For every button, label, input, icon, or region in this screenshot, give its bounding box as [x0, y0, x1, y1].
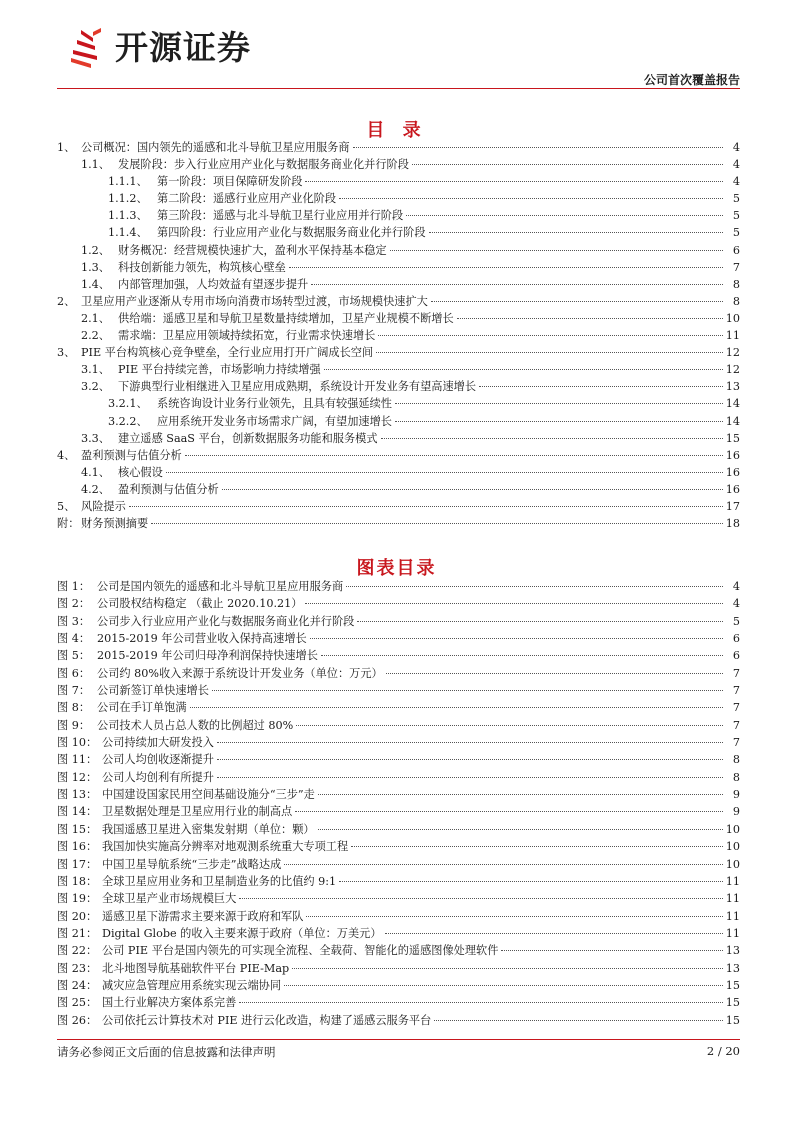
- figure-entry[interactable]: [57, 682, 740, 699]
- figure-entry[interactable]: [57, 856, 740, 873]
- entry-text: 2015-2019 年公司营业收入保持高速增长: [97, 632, 307, 646]
- entry-text: 2015-2019 年公司归母净利润保持快速增长: [97, 649, 318, 663]
- entry-text: 第一阶段：项目保障研发阶段: [157, 175, 303, 189]
- entry-text: 系统咨询设计业务行业领先，且具有较强延续性: [157, 397, 392, 411]
- entry-number: 图 23：: [57, 961, 98, 975]
- leader-dots: [212, 690, 723, 691]
- figure-entry[interactable]: [57, 647, 740, 664]
- entry-number: 3.2.1、: [108, 397, 148, 411]
- figure-entry[interactable]: [57, 734, 740, 751]
- toc-entry[interactable]: [57, 498, 740, 515]
- leader-dots: [339, 198, 723, 199]
- entry-page: 4: [732, 158, 740, 172]
- leader-dots: [431, 301, 723, 302]
- entry-text: 建立遥感 SaaS 平台，创新数据服务功能和服务模式: [118, 431, 378, 445]
- entry-number: 1.1.2、: [108, 192, 148, 206]
- entry-number: 图 14：: [57, 805, 98, 819]
- leader-dots: [501, 950, 722, 951]
- leader-dots: [217, 759, 723, 760]
- leader-dots: [406, 215, 723, 216]
- entry-page: 7: [732, 718, 740, 732]
- entry-page: 12: [725, 363, 740, 377]
- footer-divider: [57, 1039, 740, 1040]
- entry-page: 6: [732, 632, 740, 646]
- toc-entry[interactable]: [57, 173, 740, 190]
- entry-text: 第四阶段：行业应用产业化与数据服务商业化并行阶段: [157, 226, 426, 240]
- figure-entry[interactable]: [57, 838, 740, 855]
- leader-dots: [395, 403, 723, 404]
- entry-page: 17: [725, 499, 740, 513]
- entry-text: 公司人均创收逐渐提升: [102, 753, 214, 767]
- toc-entry[interactable]: [57, 276, 740, 293]
- entry-number: 图 16：: [57, 840, 98, 854]
- entry-text: 国土行业解决方案体系完善: [102, 996, 237, 1010]
- entry-page: 16: [725, 465, 740, 479]
- toc-entry[interactable]: [57, 430, 740, 447]
- page-header: [57, 22, 740, 88]
- entry-page: 8: [732, 277, 740, 291]
- entry-number: 图 21：: [57, 926, 98, 940]
- leader-dots: [353, 147, 723, 148]
- entry-text: 公司概况：国内领先的遥感和北斗导航卫星应用服务商: [81, 141, 350, 154]
- entry-number: 1.3、: [81, 260, 110, 274]
- entry-number: 图 26：: [57, 1013, 98, 1027]
- figure-entry[interactable]: [57, 942, 740, 959]
- entry-page: 10: [725, 822, 740, 836]
- toc-entry[interactable]: [57, 259, 740, 276]
- entry-text: 公司新签订单快速增长: [97, 684, 209, 698]
- figure-entry[interactable]: [57, 821, 740, 838]
- leader-dots: [318, 829, 723, 830]
- leader-dots: [284, 985, 723, 986]
- leader-dots: [390, 250, 723, 251]
- entry-text: 公司是国内领先的遥感和北斗导航卫星应用服务商: [97, 580, 344, 593]
- entry-text: 第三阶段：遥感与北斗导航卫星行业应用并行阶段: [157, 209, 404, 223]
- entry-number: 附：: [57, 517, 80, 531]
- leader-dots: [284, 864, 722, 865]
- entry-page: 14: [725, 397, 740, 411]
- entry-number: 图 15：: [57, 822, 98, 836]
- entry-number: 1.4、: [81, 277, 110, 291]
- leader-dots: [385, 933, 723, 934]
- entry-page: 6: [732, 243, 740, 257]
- figure-entry[interactable]: [57, 925, 740, 942]
- report-type-label: 公司首次覆盖报告: [643, 73, 740, 87]
- entry-text: 发展阶段：步入行业应用产业化与数据服务商业化并行阶段: [118, 158, 409, 172]
- entry-page: 14: [725, 414, 740, 428]
- footer-disclaimer: 请务必参阅正文后面的信息披露和法律声明: [57, 1045, 276, 1059]
- entry-number: 5、: [57, 499, 76, 513]
- leader-dots: [239, 898, 722, 899]
- entry-number: 4、: [57, 448, 76, 462]
- entry-text: 公司约 80%收入来源于系统设计开发业务（单位：万元）: [97, 666, 383, 680]
- toc-entry[interactable]: [57, 293, 740, 310]
- leader-dots: [185, 455, 723, 456]
- entry-page: 16: [725, 482, 740, 496]
- entry-number: 图 12：: [57, 770, 98, 784]
- entry-page: 11: [725, 892, 740, 906]
- toc-entry[interactable]: [57, 224, 740, 241]
- leader-dots: [434, 1020, 722, 1021]
- entry-page: 9: [732, 805, 740, 819]
- entry-number: 1、: [57, 141, 76, 154]
- toc-entry[interactable]: [57, 207, 740, 224]
- leader-dots: [318, 794, 723, 795]
- leader-dots: [289, 267, 723, 268]
- entry-page: 10: [725, 840, 740, 854]
- entry-text: 科技创新能力领先，构筑核心壁垒: [118, 260, 286, 274]
- leader-dots: [311, 284, 723, 285]
- entry-number: 图 24：: [57, 978, 98, 992]
- entry-text: 公司步入行业应用产业化与数据服务商业化并行阶段: [97, 614, 355, 628]
- entry-page: 13: [725, 961, 740, 975]
- leader-dots: [310, 638, 723, 639]
- entry-page: 16: [725, 448, 740, 462]
- entry-text: 下游典型行业相继进入卫星应用成熟期，系统设计开发业务有望高速增长: [118, 380, 477, 394]
- toc-entry[interactable]: [57, 344, 740, 361]
- figure-entry[interactable]: [57, 890, 740, 907]
- entry-text: 中国建设国家民用空间基础设施分“三步”走: [102, 788, 315, 802]
- figure-entry[interactable]: [57, 613, 740, 630]
- entry-number: 图 4：: [57, 632, 91, 646]
- entry-number: 图 2：: [57, 597, 91, 611]
- entry-page: 5: [732, 192, 740, 206]
- figure-entry[interactable]: [57, 717, 740, 734]
- toc-title: 目 录: [366, 120, 427, 141]
- logo-mark-icon: [67, 28, 107, 68]
- entry-text: 公司持续加大研发投入: [102, 736, 214, 750]
- entry-text: 全球卫星产业市场规模巨大: [102, 892, 237, 906]
- figure-entry[interactable]: [57, 908, 740, 925]
- entry-text: 全球卫星应用业务和卫星制造业务的比值约 9:1: [102, 874, 337, 888]
- entry-page: 15: [725, 1013, 740, 1027]
- toc-entry[interactable]: [57, 447, 740, 464]
- leader-dots: [378, 335, 722, 336]
- entry-number: 图 5：: [57, 649, 91, 663]
- entry-page: 18: [725, 517, 740, 531]
- leader-dots: [292, 968, 723, 969]
- entry-number: 3.2.2、: [108, 414, 148, 428]
- entry-number: 4.2、: [81, 482, 110, 496]
- entry-text: 应用系统开发业务市场需求广阔，有望加速增长: [157, 414, 392, 428]
- entry-number: 图 19：: [57, 892, 98, 906]
- entry-number: 图 13：: [57, 788, 98, 802]
- leader-dots: [295, 811, 723, 812]
- entry-text: 公司在手订单饱满: [97, 701, 187, 715]
- entry-number: 图 20：: [57, 909, 98, 923]
- toc-entry[interactable]: [57, 242, 740, 259]
- entry-page: 11: [725, 329, 740, 343]
- figure-entry[interactable]: [57, 699, 740, 716]
- entry-number: 1.1.4、: [108, 226, 148, 240]
- entry-page: 7: [732, 260, 740, 274]
- leader-dots: [479, 386, 723, 387]
- entry-page: 8: [732, 753, 740, 767]
- entry-page: 9: [732, 788, 740, 802]
- leader-dots: [429, 232, 723, 233]
- entry-number: 图 7：: [57, 684, 91, 698]
- entry-text: 财务预测摘要: [81, 517, 149, 531]
- leader-dots: [321, 655, 723, 656]
- entry-text: 需求端：卫星应用领域持续拓宽，行业需求快速增长: [118, 329, 376, 343]
- figure-entry[interactable]: [57, 665, 740, 682]
- leader-dots: [395, 421, 723, 422]
- leader-dots: [217, 777, 723, 778]
- table-of-contents: [57, 139, 740, 532]
- entry-text: Digital Globe 的收入主要来源于政府（单位：万美元）: [102, 926, 382, 940]
- entry-text: 盈利预测与估值分析: [81, 448, 182, 462]
- entry-text: 公司股权结构稳定 （截止 2020.10.21）: [97, 597, 303, 611]
- entry-page: 12: [725, 346, 740, 360]
- entry-page: 5: [732, 209, 740, 223]
- leader-dots: [166, 472, 723, 473]
- entry-number: 1.1.3、: [108, 209, 148, 223]
- entry-text: 卫星应用产业逐渐从专用市场向消费市场转型过渡，市场规模快速扩大: [81, 294, 428, 308]
- toc-entry[interactable]: [57, 361, 740, 378]
- entry-text: 遥感卫星下游需求主要来源于政府和军队: [102, 909, 304, 923]
- entry-number: 2.2、: [81, 329, 110, 343]
- leader-dots: [296, 725, 723, 726]
- entry-page: 11: [725, 874, 740, 888]
- leader-dots: [457, 318, 723, 319]
- entry-page: 4: [732, 141, 740, 154]
- toc-entry[interactable]: [57, 190, 740, 207]
- leader-dots: [351, 846, 723, 847]
- leader-dots: [129, 506, 723, 507]
- leader-dots: [222, 489, 723, 490]
- figure-entry[interactable]: [57, 595, 740, 612]
- figure-entry[interactable]: [57, 786, 740, 803]
- entry-page: 7: [732, 701, 740, 715]
- entry-page: 4: [732, 580, 740, 593]
- entry-text: 核心假设: [118, 465, 163, 479]
- leader-dots: [217, 742, 723, 743]
- entry-text: 公司人均创利有所提升: [102, 770, 214, 784]
- entry-page: 5: [732, 226, 740, 240]
- figure-entry[interactable]: [57, 873, 740, 890]
- header-divider: [57, 88, 740, 89]
- entry-number: 图 18：: [57, 874, 98, 888]
- leader-dots: [190, 707, 723, 708]
- entry-text: 中国卫星导航系统“三步走”战略达成: [102, 857, 282, 871]
- leader-dots: [305, 181, 723, 182]
- entry-page: 7: [732, 684, 740, 698]
- figure-entry[interactable]: [57, 1012, 740, 1029]
- leader-dots: [412, 164, 723, 165]
- leader-dots: [305, 603, 723, 604]
- leader-dots: [239, 1002, 722, 1003]
- leader-dots: [306, 916, 722, 917]
- entry-number: 图 25：: [57, 996, 98, 1010]
- entry-number: 1.2、: [81, 243, 110, 257]
- entry-text: PIE 平台持续完善，市场影响力持续增强: [118, 363, 321, 377]
- entry-page: 5: [732, 614, 740, 628]
- entry-number: 图 11：: [57, 753, 98, 767]
- entry-page: 7: [732, 666, 740, 680]
- leader-dots: [376, 352, 723, 353]
- entry-number: 3.2、: [81, 380, 110, 394]
- leader-dots: [151, 523, 723, 524]
- toc-entry[interactable]: [57, 139, 740, 156]
- toc-entry[interactable]: [57, 310, 740, 327]
- entry-number: 3.3、: [81, 431, 110, 445]
- figure-list: [57, 578, 740, 1029]
- figure-entry[interactable]: [57, 977, 740, 994]
- entry-number: 4.1、: [81, 465, 110, 479]
- logo-text: 开源证券: [115, 28, 251, 67]
- entry-number: 图 1：: [57, 580, 91, 593]
- figure-entry[interactable]: [57, 751, 740, 768]
- leader-dots: [339, 881, 723, 882]
- toc-entry[interactable]: [57, 378, 740, 395]
- figure-entry[interactable]: [57, 630, 740, 647]
- toc-entry[interactable]: [57, 464, 740, 481]
- entry-text: 供给端：遥感卫星和导航卫星数量持续增加，卫星产业规模不断增长: [118, 311, 454, 325]
- entry-number: 图 6：: [57, 666, 91, 680]
- figure-entry[interactable]: [57, 994, 740, 1011]
- entry-number: 1.1.1、: [108, 175, 148, 189]
- entry-page: 15: [725, 996, 740, 1010]
- entry-number: 2、: [57, 294, 76, 308]
- leader-dots: [386, 673, 723, 674]
- entry-page: 13: [725, 380, 740, 394]
- figure-entry[interactable]: [57, 578, 740, 595]
- company-logo: [57, 22, 317, 72]
- entry-page: 8: [732, 770, 740, 784]
- entry-number: 图 22：: [57, 944, 98, 958]
- entry-number: 图 10：: [57, 736, 98, 750]
- entry-page: 15: [725, 978, 740, 992]
- toc-entry[interactable]: [57, 481, 740, 498]
- entry-text: 风险提示: [81, 499, 126, 513]
- toc-entry[interactable]: [57, 395, 740, 412]
- toc-entry[interactable]: [57, 515, 740, 532]
- entry-number: 3、: [57, 346, 76, 360]
- entry-number: 图 9：: [57, 718, 91, 732]
- entry-page: 10: [725, 311, 740, 325]
- entry-text: 我国加快实施高分辨率对地观测系统重大专项工程: [102, 840, 349, 854]
- entry-page: 15: [725, 431, 740, 445]
- entry-text: 财务概况：经营规模快速扩大，盈利水平保持基本稳定: [118, 243, 387, 257]
- entry-number: 2.1、: [81, 311, 110, 325]
- entry-text: 第二阶段：遥感行业应用产业化阶段: [157, 192, 337, 206]
- leader-dots: [324, 369, 723, 370]
- entry-number: 1.1、: [81, 158, 110, 172]
- toc-entry[interactable]: [57, 413, 740, 430]
- figure-entry[interactable]: [57, 769, 740, 786]
- entry-text: 卫星数据处理是卫星应用行业的制高点: [102, 805, 293, 819]
- entry-text: 内部管理加强，人均效益有望逐步提升: [118, 277, 309, 291]
- entry-text: 北斗地图导航基础软件平台 PIE-Map: [102, 961, 290, 975]
- entry-page: 11: [725, 926, 740, 940]
- leader-dots: [357, 621, 723, 622]
- entry-text: 公司技术人员占总人数的比例超过 80%: [97, 718, 294, 732]
- entry-number: 图 3：: [57, 614, 91, 628]
- entry-text: PIE 平台构筑核心竞争壁垒，全行业应用打开广阔成长空间: [81, 346, 374, 360]
- entry-number: 图 17：: [57, 857, 98, 871]
- entry-page: 13: [725, 944, 740, 958]
- entry-page: 6: [732, 649, 740, 663]
- entry-text: 我国遥感卫星进入密集发射期（单位：颗）: [102, 822, 315, 836]
- entry-number: 3.1、: [81, 363, 110, 377]
- toc-entry[interactable]: [57, 156, 740, 173]
- entry-page: 7: [732, 736, 740, 750]
- entry-page: 11: [725, 909, 740, 923]
- entry-text: 公司依托云计算技术对 PIE 进行云化改造，构建了遥感云服务平台: [102, 1013, 432, 1027]
- entry-number: 图 8：: [57, 701, 91, 715]
- entry-text: 盈利预测与估值分析: [118, 482, 219, 496]
- leader-dots: [381, 438, 723, 439]
- entry-page: 4: [732, 597, 740, 611]
- figure-list-title: 图表目录: [356, 558, 437, 579]
- entry-text: 减灾应急管理应用系统实现云端协同: [102, 978, 282, 992]
- leader-dots: [346, 586, 723, 587]
- figure-entry[interactable]: [57, 960, 740, 977]
- toc-entry[interactable]: [57, 327, 740, 344]
- entry-page: 4: [732, 175, 740, 189]
- figure-entry[interactable]: [57, 803, 740, 820]
- entry-page: 8: [732, 294, 740, 308]
- entry-page: 10: [725, 857, 740, 871]
- entry-text: 公司 PIE 平台是国内领先的可实现全流程、全载荷、智能化的遥感图像处理软件: [102, 944, 499, 958]
- page-number: 2 / 20: [706, 1044, 740, 1058]
